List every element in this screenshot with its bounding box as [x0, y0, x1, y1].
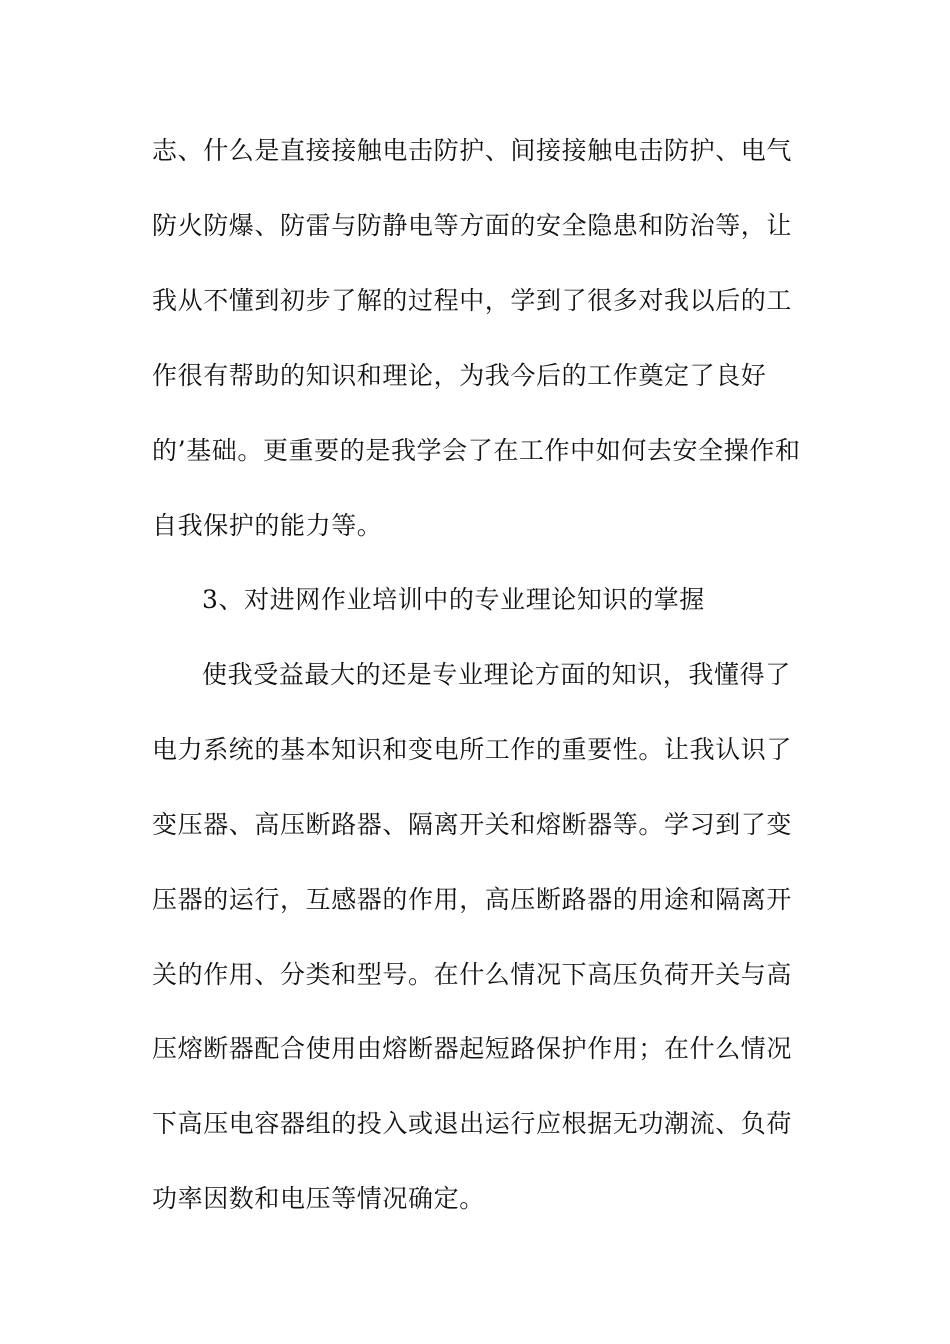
text-line-12: 关的作用、分类和型号。在什么情况下高压负荷开关与高	[152, 960, 793, 989]
text-line-13: 压熔断器配合使用由熔断器起短路保护作用；在什么情况	[152, 1034, 793, 1063]
text-line-15: 功率因数和电压等情况确定。	[152, 1184, 485, 1213]
text-line-2: 防火防爆、防雷与防静电等方面的安全隐患和防治等，让	[152, 211, 793, 240]
text-line-14: 下高压电容器组的投入或退出运行应根据无功潮流、负荷	[152, 1109, 793, 1138]
section-heading: 3、对进网作业培训中的专业理论知识的掌握	[202, 585, 705, 614]
text-line-8: 使我受益最大的还是专业理论方面的知识，我懂得了	[202, 660, 791, 689]
text-line-4: 作很有帮助的知识和理论，为我今后的工作奠定了良好	[152, 361, 767, 390]
text-line-11: 压器的运行，互感器的作用，高压断路器的用途和隔离开	[152, 885, 793, 914]
text-line-9: 电力系统的基本知识和变电所工作的重要性。让我认识了	[152, 735, 793, 764]
text-line-10: 变压器、高压断路器、隔离开关和熔断器等。学习到了变	[152, 810, 793, 839]
text-line-6: 自我保护的能力等。	[152, 511, 383, 540]
text-line-3: 我从不懂到初步了解的过程中，学到了很多对我以后的工	[152, 286, 793, 315]
text-line-5: 的’基础。更重要的是我学会了在工作中如何去安全操作和	[152, 436, 801, 465]
text-line-1: 志、什么是直接接触电击防护、间接接触电击防护、电气	[152, 136, 793, 165]
